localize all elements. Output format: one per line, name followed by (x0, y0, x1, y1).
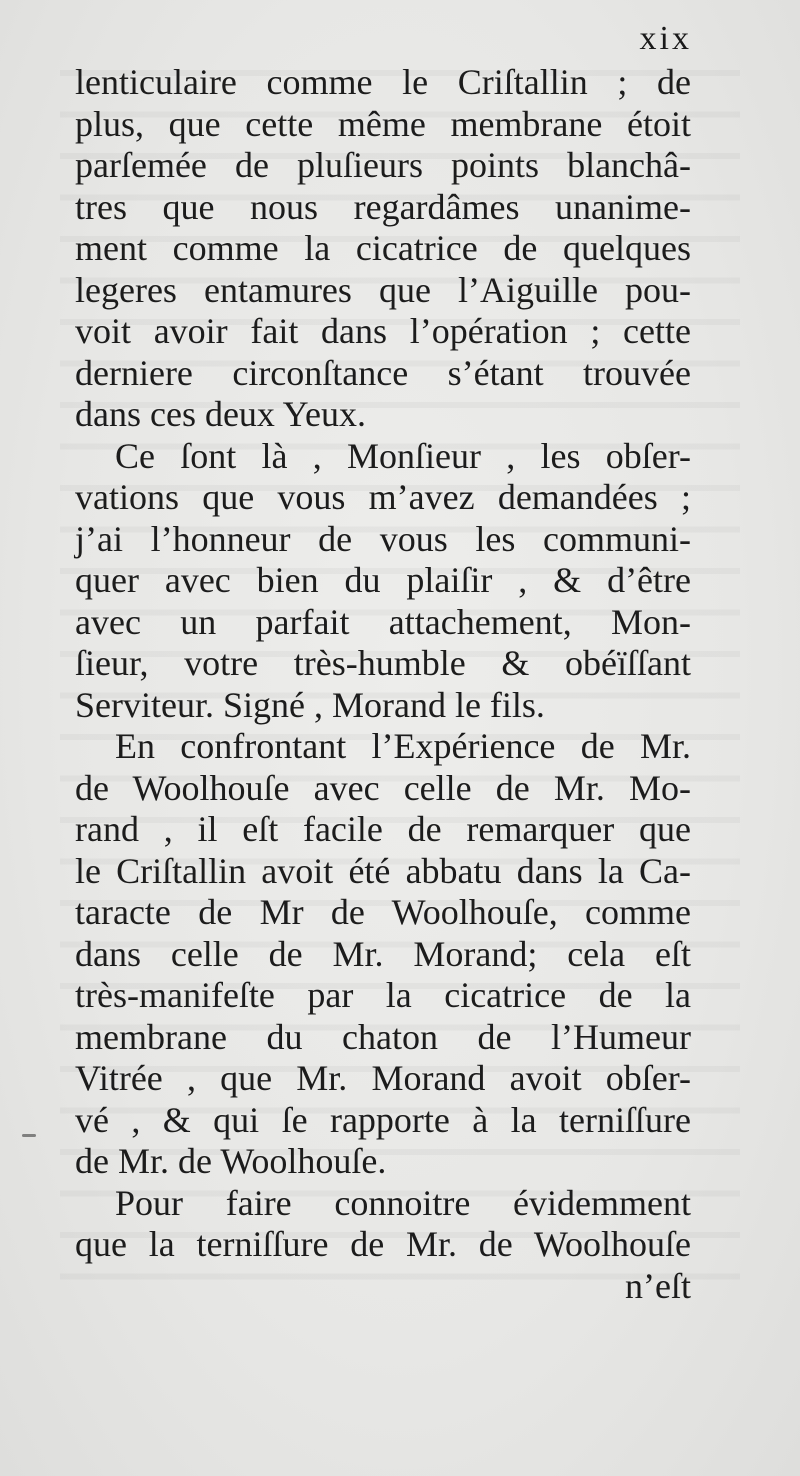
text-line: Vitrée , que Mr. Morand avoit obſer- (75, 1058, 691, 1098)
text-line: dans celle de Mr. Morand; cela eſt (75, 933, 691, 974)
catchword: n’eſt (625, 1265, 691, 1306)
text-line: En confrontant l’Expérience de Mr. (115, 726, 691, 766)
text-line: voit avoir fait dans l’opération ; cette (75, 311, 691, 351)
text-line: ſieur, votre très-humble & obéïſſant (75, 643, 691, 683)
text-line: dans ces deux Yeux. (75, 394, 366, 434)
ink-speck (22, 1134, 36, 1137)
text-line: Ce ſont là , Monſieur , les obſer- (115, 435, 691, 476)
text-line: plus, que cette même membrane étoit (75, 103, 691, 144)
text-line: de Mr. de Woolhouſe. (75, 1141, 387, 1181)
text-line: derniere circonſtance s’étant trouvée (75, 352, 691, 393)
text-line: le Criſtallin avoit été abbatu dans la Ca- (75, 850, 691, 891)
text-line: Pour faire connoitre évidemment (115, 1182, 691, 1223)
text-line: vations que vous m’avez demandées ; (75, 477, 691, 517)
page-number: xix (639, 20, 692, 57)
text-line: que la terniſſure de Mr. de Woolhouſe (75, 1224, 691, 1264)
text-line: très-manifeſte par la cicatrice de la (75, 975, 691, 1015)
text-line: ment comme la cicatrice de quelques (75, 228, 691, 268)
text-line: lenticulaire comme le Criſtallin ; de (75, 62, 691, 102)
text-line: legeres entamures que l’Aiguille pou- (75, 269, 691, 310)
text-line: de Woolhouſe avec celle de Mr. Mo- (75, 767, 691, 808)
text-line: quer avec bien du plaiſir , & d’être (75, 560, 691, 600)
text-line: avec un parfait attachement, Mon- (75, 601, 691, 642)
text-line: j’ai l’honneur de vous les communi- (75, 518, 691, 559)
text-line: membrane du chaton de l’Humeur (75, 1016, 691, 1057)
text-line: parſemée de pluſieurs points blanchâ- (75, 145, 691, 185)
body-text (75, 62, 691, 1307)
text-line: vé , & qui ſe rapporte à la terniſſure (75, 1099, 691, 1140)
text-line: rand , il eſt facile de remarquer que (75, 809, 691, 849)
text-line: tres que nous regardâmes unanime- (75, 186, 691, 227)
text-line: taracte de Mr de Woolhouſe, comme (75, 892, 691, 932)
text-line: Serviteur. Signé , Morand le fils. (75, 684, 545, 725)
